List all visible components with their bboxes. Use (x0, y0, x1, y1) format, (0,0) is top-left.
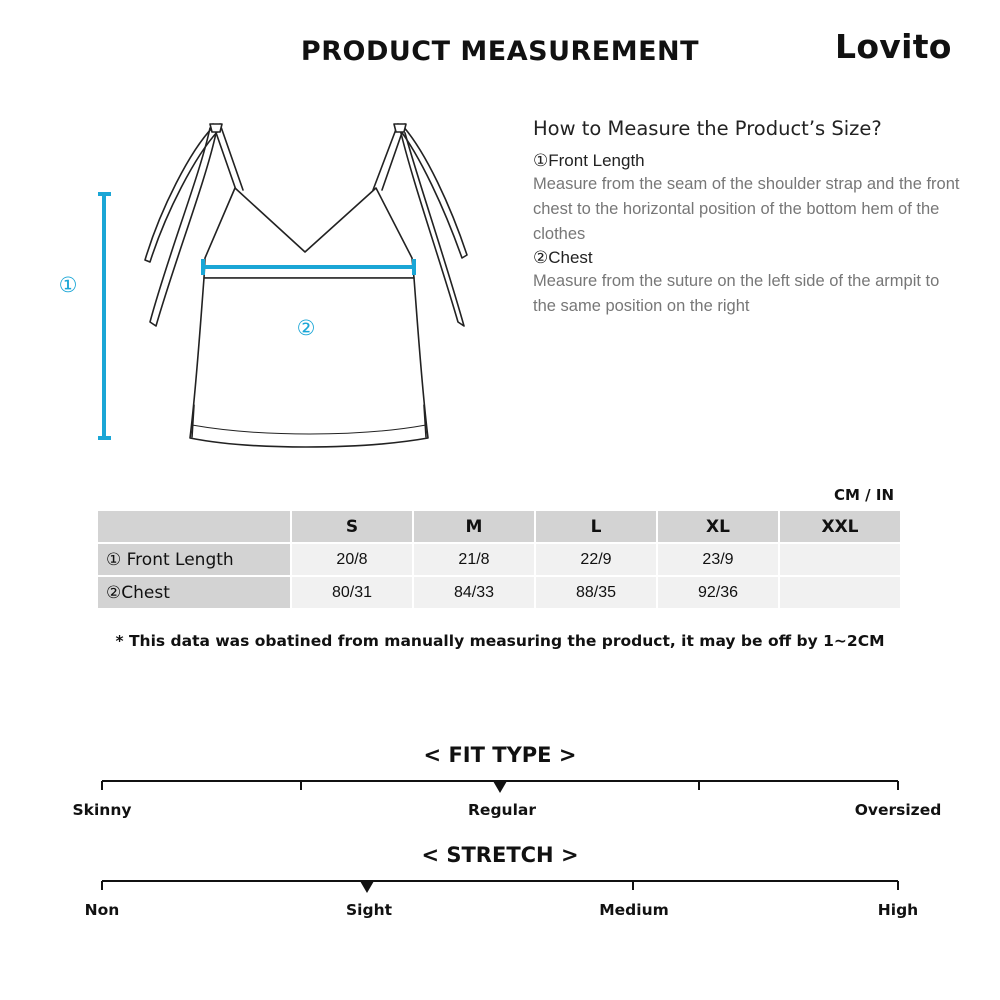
stretch-label-high: High (877, 901, 919, 919)
table-cell (780, 544, 900, 575)
fit-type-scale (0, 770, 1000, 800)
table-row (98, 544, 900, 575)
front-length-label: ①Front Length (533, 151, 645, 170)
fit-type-indicator (493, 781, 507, 793)
chest-description: Measure from the suture on the left side of the armpit to the same position on the right (533, 272, 940, 315)
size-table (96, 509, 902, 610)
table-header-row (98, 511, 900, 542)
chest-marker: ② (296, 316, 316, 340)
table-row (98, 577, 900, 608)
table-cell: 21/8 (414, 544, 534, 575)
table-cell (780, 577, 900, 608)
fit-label-regular: Regular (468, 801, 536, 819)
right-strap (373, 124, 405, 190)
page-title: PRODUCT MEASUREMENT (300, 36, 700, 67)
brand-logo: Lovito (835, 27, 952, 66)
stretch-label-non: Non (84, 901, 120, 919)
stretch-label-sight: Sight (345, 901, 393, 919)
row-header: ②Chest (98, 577, 290, 608)
column-header: L (536, 511, 656, 542)
left-tie (145, 126, 218, 262)
garment-diagram (0, 100, 500, 470)
stretch-label-medium: Medium (599, 901, 669, 919)
how-to-title: How to Measure the Product’s Size? (533, 117, 882, 140)
table-corner (98, 511, 290, 542)
bodice (204, 188, 414, 278)
garment-body (190, 278, 428, 447)
chest-label: ②Chest (533, 248, 593, 267)
measurement-note: * This data was obatined from manually measuring the product, it may be off by 1~2CM (115, 632, 885, 650)
column-header: XL (658, 511, 778, 542)
table-cell: 20/8 (292, 544, 412, 575)
fit-label-skinny: Skinny (72, 801, 132, 819)
column-header: XXL (780, 511, 900, 542)
front-length-marker: ① (58, 273, 78, 297)
column-header: M (414, 511, 534, 542)
stretch-scale (0, 870, 1000, 900)
stretch-indicator (360, 881, 374, 893)
table-cell: 23/9 (658, 544, 778, 575)
left-strap (213, 124, 243, 190)
table-cell: 80/31 (292, 577, 412, 608)
fit-type-title: < FIT TYPE > (423, 743, 577, 767)
table-cell: 92/36 (658, 577, 778, 608)
fit-label-oversized: Oversized (854, 801, 942, 819)
table-cell: 88/35 (536, 577, 656, 608)
units-label: CM / IN (834, 486, 894, 504)
table-cell: 84/33 (414, 577, 534, 608)
table-cell: 22/9 (536, 544, 656, 575)
front-length-description: Measure from the seam of the shoulder strap and the front chest to the horizontal position of the bottom hem of the clothes (533, 175, 960, 243)
stretch-title: < STRETCH > (421, 843, 579, 867)
how-to-measure (533, 117, 963, 319)
column-header: S (292, 511, 412, 542)
row-header: ① Front Length (98, 544, 290, 575)
